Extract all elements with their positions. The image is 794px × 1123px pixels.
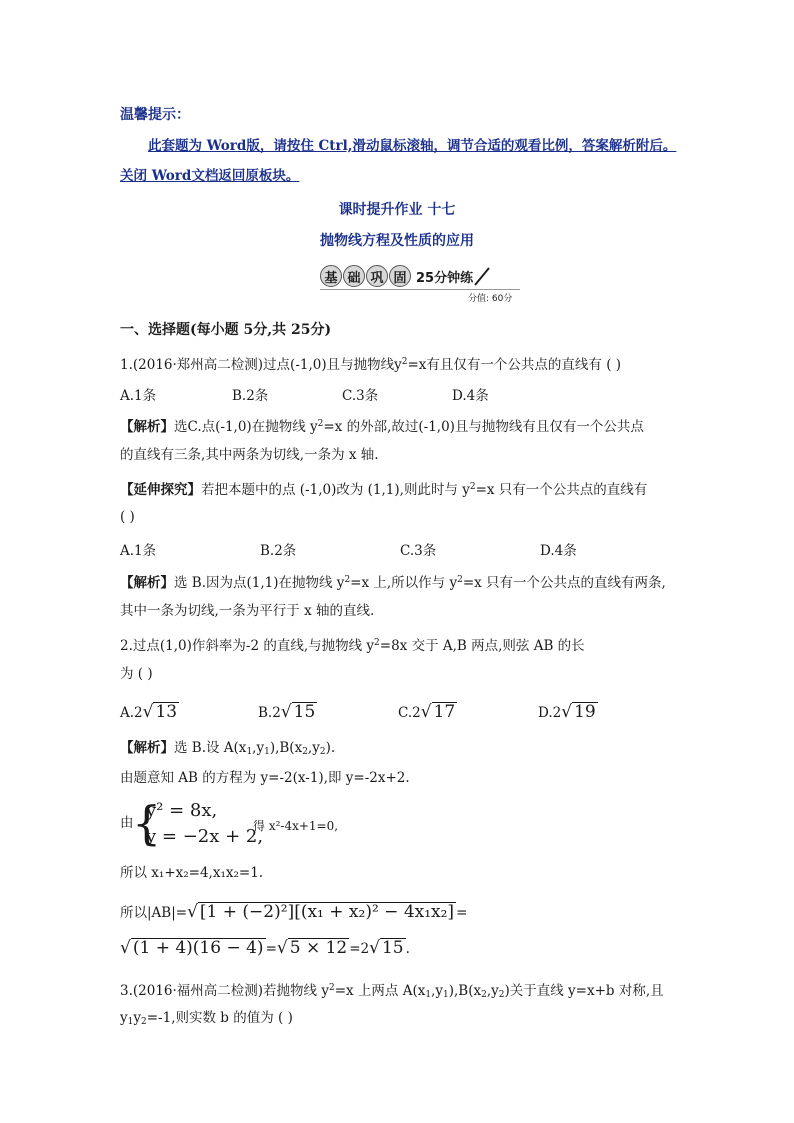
q1-ext-option-b: B.2条: [260, 543, 297, 559]
badge-minutes: 25分钟练: [416, 270, 474, 286]
tip-heading: 温馨提示：: [120, 107, 190, 123]
q2-system-prefix: 由: [120, 815, 134, 831]
badge-char: 巩: [366, 265, 388, 287]
q2-solution-line-4: 所以 x₁+x₂=4,x₁x₂=1.: [120, 865, 264, 881]
q1-ext-option-d: D.4条: [540, 543, 577, 559]
pen-stroke-icon: [473, 265, 491, 287]
section-badge: [320, 264, 491, 288]
q1-option-b: B.2条: [232, 388, 269, 404]
tip-line-2: 关闭 Word文档返回原板块。: [120, 168, 300, 184]
q1-option-a: A.1条: [120, 388, 157, 404]
q1-option-d: D.4条: [452, 388, 489, 404]
badge-char: 基: [320, 265, 342, 287]
q1-extension-line-1: 【延伸探究】若把本题中的点 (-1,0)改为 (1,1),则此时与 $y^2=x$ 只有一个公共点的直线有: [120, 482, 648, 498]
page-subtitle: 抛物线方程及性质的应用: [320, 233, 474, 249]
q1-ext-solution-line-2: 其中一条为切线,一条为平行于 x 轴的直线.: [120, 603, 375, 619]
q1-ext-option-a: A.1条: [120, 543, 157, 559]
badge-char: 固: [389, 265, 411, 287]
q1-stem: 1.(2016·郑州高二检测)过点(-1,0)且与抛物线$y^2=x$有且仅有一个公共点的直线有 ( ): [120, 357, 622, 373]
q2-option-b: B.2√ 15: [258, 702, 316, 722]
badge-divider: [320, 289, 520, 290]
q3-stem-line-2: $y_1y_2=-1$,则实数 b 的值为 ( ): [120, 1010, 293, 1027]
q1-extension-line-2: ( ): [120, 509, 135, 525]
q2-option-a: A.2√ 13: [120, 702, 178, 722]
q1-solution-line-2: 的直线有三条,其中两条为切线,一条为 x 轴.: [120, 447, 379, 463]
q1-ext-option-c: C.3条: [400, 543, 437, 559]
q2-system-result: 得 x²-4x+1=0,: [253, 819, 339, 833]
q2-solution-line-5: 所以|AB|=√ [1 + (−2)²][(x₁ + x₂)² − 4x₁x₂] =: [120, 902, 468, 922]
q1-solution-line-1: 【解析】选C.点(-1,0)在抛物线 $y^2=x$ 的外部,故过(-1,0)且与抛物线有且仅有一个公共点: [120, 419, 644, 435]
q2-system-eq-2: y = −2x + 2,: [146, 826, 264, 847]
q2-stem-line-2: 为 ( ): [120, 666, 153, 682]
q1-option-c: C.3条: [342, 388, 379, 404]
q2-option-d: D.2√ 19: [538, 702, 596, 722]
q3-stem: 3.(2016·福州高二检测)若抛物线 $y^2=x$ 上两点 $A(x_1,y_1),B(x_2,y_2)$关于直线 y=x+b 对称,且: [120, 983, 664, 1000]
q2-stem: 2.过点(1,0)作斜率为-2 的直线,与抛物线 $y^2=8x$ 交于 A,B 两点,则弦 AB 的长: [120, 638, 585, 654]
q2-solution-line-2: 由题意知 AB 的方程为 y=-2(x-1),即 y=-2x+2.: [120, 770, 410, 786]
q2-solution-line-1: 【解析】选 B.设 $A(x_1,y_1),B(x_2,y_2)$.: [120, 740, 336, 757]
q2-solution-line-6: √ (1 + 4)(16 − 4) =√ 5 × 12 =2√ 15 .: [120, 938, 410, 958]
q2-system-eq-1: y² = 8x,: [146, 800, 218, 821]
badge-score: 分值: 60分: [468, 294, 513, 304]
page-title: 课时提升作业 十七: [338, 202, 456, 218]
q1-ext-solution-line-1: 【解析】选 B.因为点(1,1)在抛物线 $y^2=x$ 上,所以作与 $y^2=x$ 只有一个公共点的直线有两条,: [120, 575, 666, 591]
q2-option-c: C.2√ 17: [398, 702, 456, 722]
section-heading: 一、选择题(每小题 5分,共 25分): [120, 322, 332, 338]
tip-line-1: 此套题为 Word版，请按住 Ctrl,滑动鼠标滚轴，调节合适的观看比例，答案解析附后。: [148, 138, 677, 154]
badge-char: 础: [343, 265, 365, 287]
left-brace-icon: {: [132, 796, 162, 850]
